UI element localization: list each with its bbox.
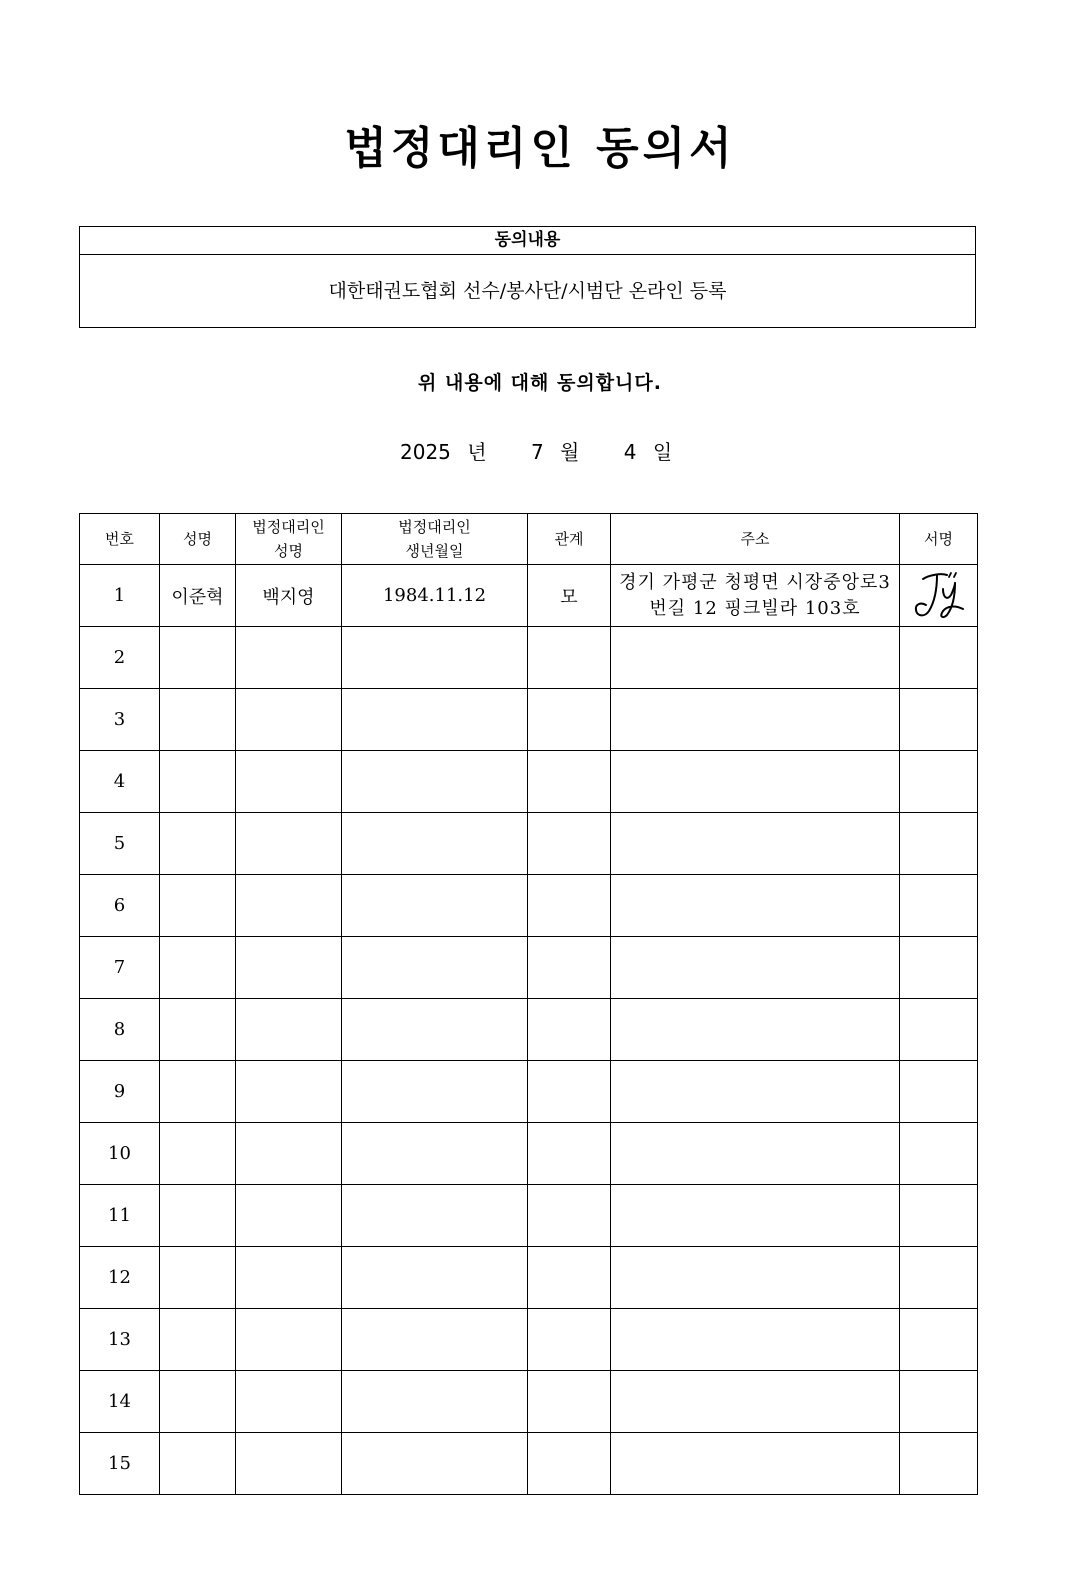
- cell-name: [160, 627, 236, 689]
- cell-no: 15: [80, 1433, 160, 1495]
- cell-guardian-name: [236, 627, 342, 689]
- cell-relation: [528, 1061, 611, 1123]
- cell-guardian-name: [236, 1247, 342, 1309]
- table-row: [80, 627, 978, 689]
- cell-signature: [900, 1061, 978, 1123]
- cell-signature: [900, 1433, 978, 1495]
- cell-guardian-birth: [342, 1371, 528, 1433]
- cell-name: [160, 1061, 236, 1123]
- table-row: [80, 1247, 978, 1309]
- table-row: [80, 751, 978, 813]
- date-day: 4: [623, 440, 637, 464]
- header-guardian-name-line1: 법정대리인: [252, 518, 325, 536]
- cell-no: 8: [80, 999, 160, 1061]
- cell-guardian-birth: [342, 1061, 528, 1123]
- cell-guardian-name: [236, 689, 342, 751]
- cell-address: [611, 813, 900, 875]
- header-guardian-birth-line1: 법정대리인: [398, 518, 471, 536]
- cell-signature: [900, 937, 978, 999]
- date-month: 7: [530, 440, 544, 464]
- table-row: [80, 1371, 978, 1433]
- cell-address: [611, 1433, 900, 1495]
- table-row: [80, 937, 978, 999]
- header-guardian-birth-line2: 생년월일: [405, 542, 464, 560]
- cell-name: [160, 1309, 236, 1371]
- cell-relation: [528, 627, 611, 689]
- cell-guardian-birth: [342, 1123, 528, 1185]
- date-year: 2025: [400, 440, 451, 464]
- cell-signature: [900, 1247, 978, 1309]
- cell-guardian-birth: [342, 627, 528, 689]
- cell-guardian-name: [236, 813, 342, 875]
- cell-address: [611, 689, 900, 751]
- cell-guardian-birth: [342, 999, 528, 1061]
- cell-address: [611, 627, 900, 689]
- table-row: [80, 1061, 978, 1123]
- cell-address: [611, 875, 900, 937]
- cell-guardian-birth: [342, 1247, 528, 1309]
- cell-no: 1: [80, 565, 160, 627]
- cell-guardian-birth: [342, 689, 528, 751]
- cell-no: 5: [80, 813, 160, 875]
- cell-address: 경기 가평군 청평면 시장중앙로3번길 12 핑크빌라 103호: [611, 565, 900, 627]
- cell-no: 11: [80, 1185, 160, 1247]
- cell-guardian-birth: [342, 813, 528, 875]
- cell-relation: [528, 1371, 611, 1433]
- cell-signature: [900, 999, 978, 1061]
- cell-guardian-name: [236, 875, 342, 937]
- cell-address: [611, 1371, 900, 1433]
- cell-guardian-name: [236, 1433, 342, 1495]
- table-row: [80, 999, 978, 1061]
- cell-address: [611, 1061, 900, 1123]
- cell-name: [160, 1247, 236, 1309]
- header-no: 번호: [80, 514, 160, 565]
- table-row: [80, 1123, 978, 1185]
- cell-guardian-name: 백지영: [236, 565, 342, 627]
- cell-guardian-birth: [342, 1185, 528, 1247]
- date-year-unit: 년: [467, 440, 487, 464]
- header-name: 성명: [160, 514, 236, 565]
- cell-name: 이준혁: [160, 565, 236, 627]
- cell-guardian-name: [236, 1309, 342, 1371]
- cell-relation: [528, 937, 611, 999]
- table-row: [80, 689, 978, 751]
- cell-no: 12: [80, 1247, 160, 1309]
- cell-signature: [900, 751, 978, 813]
- cell-address: [611, 999, 900, 1061]
- date-line: [400, 436, 672, 465]
- cell-address: [611, 937, 900, 999]
- cell-name: [160, 1371, 236, 1433]
- cell-name: [160, 937, 236, 999]
- consent-body: 대한태권도협회 선수/봉사단/시범단 온라인 등록: [328, 280, 727, 302]
- header-guardian-name: [236, 514, 342, 565]
- cell-signature: [900, 813, 978, 875]
- cell-relation: [528, 1185, 611, 1247]
- cell-signature: [900, 1185, 978, 1247]
- cell-name: [160, 689, 236, 751]
- cell-relation: [528, 999, 611, 1061]
- cell-address: [611, 1247, 900, 1309]
- consent-box: [79, 226, 976, 328]
- cell-signature: [900, 1123, 978, 1185]
- cell-no: 9: [80, 1061, 160, 1123]
- cell-signature: [900, 689, 978, 751]
- cell-name: [160, 751, 236, 813]
- date-month-unit: 월: [560, 440, 580, 464]
- cell-no: 13: [80, 1309, 160, 1371]
- cell-no: 3: [80, 689, 160, 751]
- cell-guardian-name: [236, 1185, 342, 1247]
- handwritten-signature: [907, 569, 971, 623]
- table-header-row: [80, 514, 978, 565]
- cell-address: [611, 1123, 900, 1185]
- cell-signature: [900, 627, 978, 689]
- cell-guardian-birth: [342, 1433, 528, 1495]
- cell-signature: [900, 875, 978, 937]
- cell-guardian-birth: [342, 875, 528, 937]
- cell-signature: [900, 565, 978, 627]
- cell-relation: [528, 1247, 611, 1309]
- cell-no: 14: [80, 1371, 160, 1433]
- header-guardian-name-line2: 성명: [274, 542, 303, 560]
- date-day-unit: 일: [652, 440, 673, 464]
- cell-address: [611, 1309, 900, 1371]
- table-row: [80, 565, 978, 627]
- cell-relation: [528, 1433, 611, 1495]
- cell-signature: [900, 1371, 978, 1433]
- cell-relation: [528, 751, 611, 813]
- cell-name: [160, 875, 236, 937]
- cell-guardian-name: [236, 1371, 342, 1433]
- cell-address: [611, 751, 900, 813]
- cell-relation: 모: [528, 565, 611, 627]
- cell-no: 7: [80, 937, 160, 999]
- cell-no: 6: [80, 875, 160, 937]
- header-address: 주소: [611, 514, 900, 565]
- cell-relation: [528, 875, 611, 937]
- cell-relation: [528, 1309, 611, 1371]
- page-title: 법정대리인 동의서: [344, 123, 736, 174]
- header-guardian-birth: [342, 514, 528, 565]
- table-row: [80, 813, 978, 875]
- cell-guardian-name: [236, 1061, 342, 1123]
- table-row: [80, 875, 978, 937]
- cell-guardian-name: [236, 751, 342, 813]
- table-row: [80, 1433, 978, 1495]
- cell-guardian-name: [236, 999, 342, 1061]
- cell-guardian-birth: [342, 1309, 528, 1371]
- guardian-table: [79, 513, 978, 1495]
- header-relation: 관계: [528, 514, 611, 565]
- cell-relation: [528, 1123, 611, 1185]
- cell-guardian-birth: [342, 751, 528, 813]
- table-row: [80, 1185, 978, 1247]
- header-signature: 서명: [900, 514, 978, 565]
- cell-name: [160, 1123, 236, 1185]
- cell-no: 10: [80, 1123, 160, 1185]
- cell-guardian-birth: 1984.11.12: [342, 565, 528, 627]
- table-row: [80, 1309, 978, 1371]
- cell-no: 2: [80, 627, 160, 689]
- cell-name: [160, 999, 236, 1061]
- cell-name: [160, 813, 236, 875]
- cell-relation: [528, 813, 611, 875]
- cell-guardian-name: [236, 1123, 342, 1185]
- cell-signature: [900, 1309, 978, 1371]
- cell-address: [611, 1185, 900, 1247]
- agree-statement: 위 내용에 대해 동의합니다.: [418, 372, 662, 394]
- cell-no: 4: [80, 751, 160, 813]
- cell-name: [160, 1185, 236, 1247]
- cell-name: [160, 1433, 236, 1495]
- cell-relation: [528, 689, 611, 751]
- cell-guardian-name: [236, 937, 342, 999]
- cell-guardian-birth: [342, 937, 528, 999]
- consent-header: 동의내용: [80, 227, 975, 255]
